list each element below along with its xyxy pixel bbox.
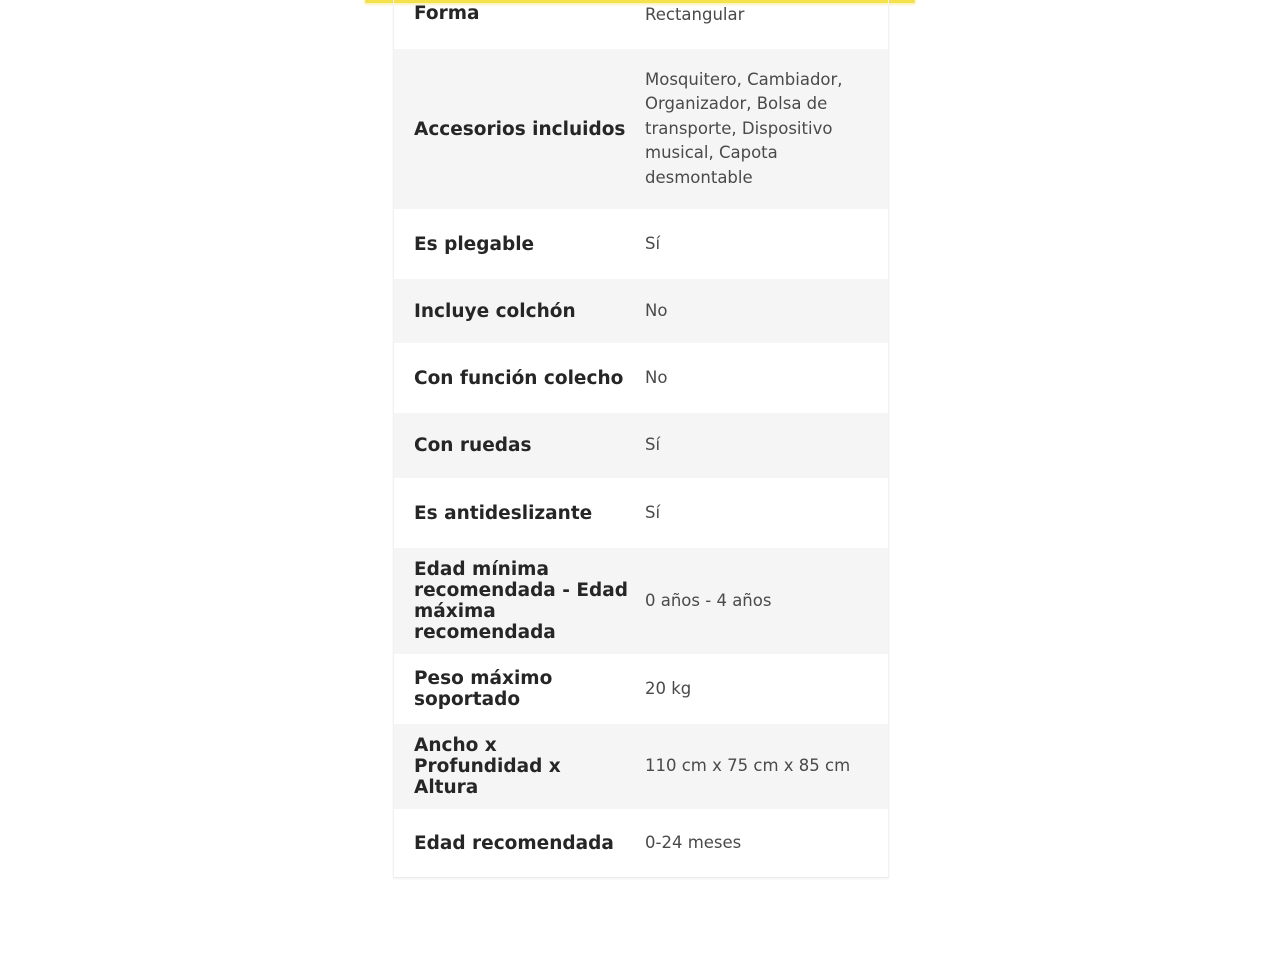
- spec-row-ruedas: [394, 413, 888, 478]
- spec-value: No: [645, 367, 668, 387]
- spec-label: Edad mínima recomendada - Edad máxima recomendada: [414, 559, 628, 643]
- specs-table: [393, 0, 889, 878]
- spec-label: Peso máximo soportado: [414, 668, 553, 710]
- spec-row-edad-recomendada: [394, 809, 888, 877]
- spec-value: 0-24 meses: [645, 832, 742, 852]
- spec-row-dimensiones: [394, 724, 888, 809]
- spec-label: Accesorios incluidos: [414, 118, 626, 140]
- spec-row-peso: [394, 654, 888, 724]
- spec-label: Incluye colchón: [414, 300, 576, 322]
- spec-label: Edad recomendada: [414, 832, 614, 854]
- spec-row-colchon: [394, 279, 888, 343]
- spec-label: Es antideslizante: [414, 502, 593, 524]
- spec-row-plegable: [394, 209, 888, 279]
- spec-value: 20 kg: [645, 678, 692, 698]
- spec-row-edad-min-max: [394, 548, 888, 654]
- spec-value: Mosquitero, Cambiador, Organizador, Bolsa de transporte, Dispositivo musical, Capota desmontable: [645, 69, 843, 187]
- spec-label: Forma: [414, 3, 480, 24]
- spec-row-accesorios: [394, 49, 888, 209]
- spec-row-colecho: [394, 343, 888, 413]
- spec-label: Es plegable: [414, 233, 535, 255]
- spec-value: Rectangular: [645, 5, 745, 24]
- spec-row-forma: [394, 0, 888, 49]
- spec-value: Sí: [645, 435, 661, 455]
- spec-value: 110 cm x 75 cm x 85 cm: [645, 756, 851, 776]
- spec-label: Con ruedas: [414, 435, 532, 456]
- spec-label: Con función colecho: [414, 367, 624, 389]
- spec-value: 0 años - 4 años: [645, 590, 772, 610]
- spec-value: Sí: [645, 502, 661, 522]
- spec-row-antideslizante: [394, 478, 888, 548]
- spec-value: Sí: [645, 233, 661, 253]
- spec-label: Ancho x Profundidad x Altura: [414, 735, 561, 798]
- spec-value: No: [645, 300, 668, 320]
